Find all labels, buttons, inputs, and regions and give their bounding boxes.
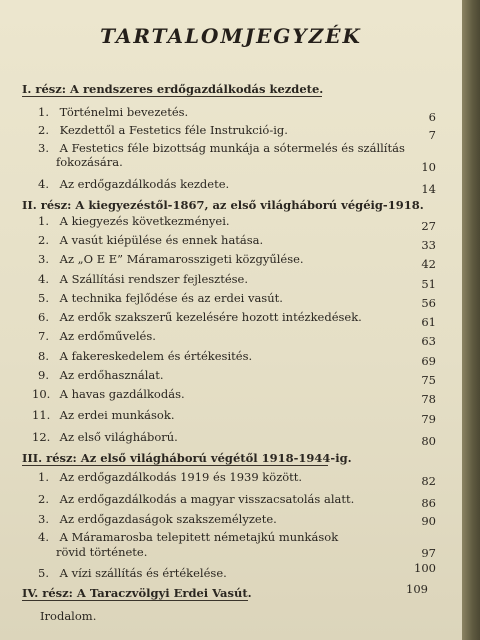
page-title: TARTALOMJEGYZÉK — [100, 24, 362, 48]
toc-page-number: 79 — [421, 412, 436, 426]
toc-page-number: 7 — [428, 128, 436, 142]
toc-item: 1. A kiegyezés következményei. — [38, 214, 230, 228]
toc-page-number: 78 — [421, 392, 436, 406]
toc-item-continued: rövid története. — [56, 545, 148, 559]
part-2-heading: II. rész: A kiegyezéstől-1867, az első világháború végéig-1918. — [22, 198, 424, 212]
toc-item: 8. A fakereskedelem és értékesités. — [38, 349, 253, 363]
toc-item: 6. Az erdők szakszerű kezelésére hozott intézkedések. — [38, 310, 362, 324]
toc-item: 10. A havas gazdálkodás. — [32, 387, 185, 401]
part-1-underline — [22, 96, 322, 97]
toc-page-number: 10 — [421, 160, 436, 174]
toc-page-number: 61 — [421, 315, 436, 329]
part-1-heading: I. rész: A rendszeres erdőgazdálkodás kezdete. — [22, 82, 324, 96]
toc-item: 12. Az első világháború. — [32, 430, 178, 444]
toc-item: 1. Történelmi bevezetés. — [38, 105, 189, 119]
toc-item: 3. Az „O E E” Máramarosszigeti közgyűlése. — [38, 252, 304, 266]
toc-page-number: 6 — [428, 110, 436, 124]
toc-page-number: 82 — [421, 474, 436, 488]
part-4-underline — [22, 600, 248, 601]
bibliography-entry: Irodalom. — [40, 609, 97, 623]
toc-page-number: 75 — [421, 373, 436, 387]
toc-item-continued: fokozására. — [56, 155, 123, 169]
toc-page-number: 27 — [421, 219, 436, 233]
toc-item: 11. Az erdei munkások. — [32, 408, 175, 422]
toc-item: 4. A Szállítási rendszer fejlesztése. — [38, 272, 249, 286]
toc-item: 5. A technika fejlődése és az erdei vasút. — [38, 291, 283, 305]
part-3-heading: III. rész: Az első világháború végétől 1918-1944-ig. — [22, 451, 352, 465]
toc-item: 3. A Festetics féle bizottság munkája a sótermelés és szállítás — [38, 141, 405, 155]
toc-item: 2. Az erdőgazdálkodás a magyar visszacsatolás alatt. — [38, 492, 355, 506]
toc-item: 9. Az erdőhasználat. — [38, 368, 164, 382]
toc-page-number: 69 — [421, 354, 436, 368]
toc-item: 5. A vízi szállítás és értékelése. — [38, 566, 227, 580]
part-3-underline — [22, 465, 328, 466]
toc-item: 2. A vasút kiépülése és ennek hatása. — [38, 233, 264, 247]
toc-page-number: 97 — [421, 546, 436, 560]
toc-page-number: 86 — [421, 496, 436, 510]
toc-page-number: 42 — [421, 257, 436, 271]
toc-page-number: 80 — [421, 434, 436, 448]
toc-item: 1. Az erdőgazdálkodás 1919 és 1939 között. — [38, 470, 303, 484]
toc-page-number: 51 — [421, 277, 436, 291]
toc-page-number: 90 — [421, 514, 436, 528]
toc-page-number: 109 — [406, 582, 428, 596]
toc-page-number: 14 — [421, 182, 436, 196]
toc-page-number: 56 — [421, 296, 436, 310]
toc-item: 2. Kezdettől a Festetics féle Instrukció-ig. — [38, 123, 288, 137]
toc-item: 4. A Máramarosba telepitett németajkú munkások — [38, 530, 339, 544]
toc-page-number: 63 — [421, 334, 436, 348]
toc-item: 3. Az erdőgazdaságok szakszemélyzete. — [38, 512, 277, 526]
book-edge — [462, 0, 480, 640]
toc-page-number: 100 — [414, 561, 436, 575]
toc-page-number: 33 — [421, 238, 436, 252]
toc-item: 7. Az erdőművelés. — [38, 329, 156, 343]
part-4-heading: IV. rész: A Taraczvölgyi Erdei Vasút. — [22, 586, 252, 600]
toc-item: 4. Az erdőgazdálkodás kezdete. — [38, 177, 230, 191]
